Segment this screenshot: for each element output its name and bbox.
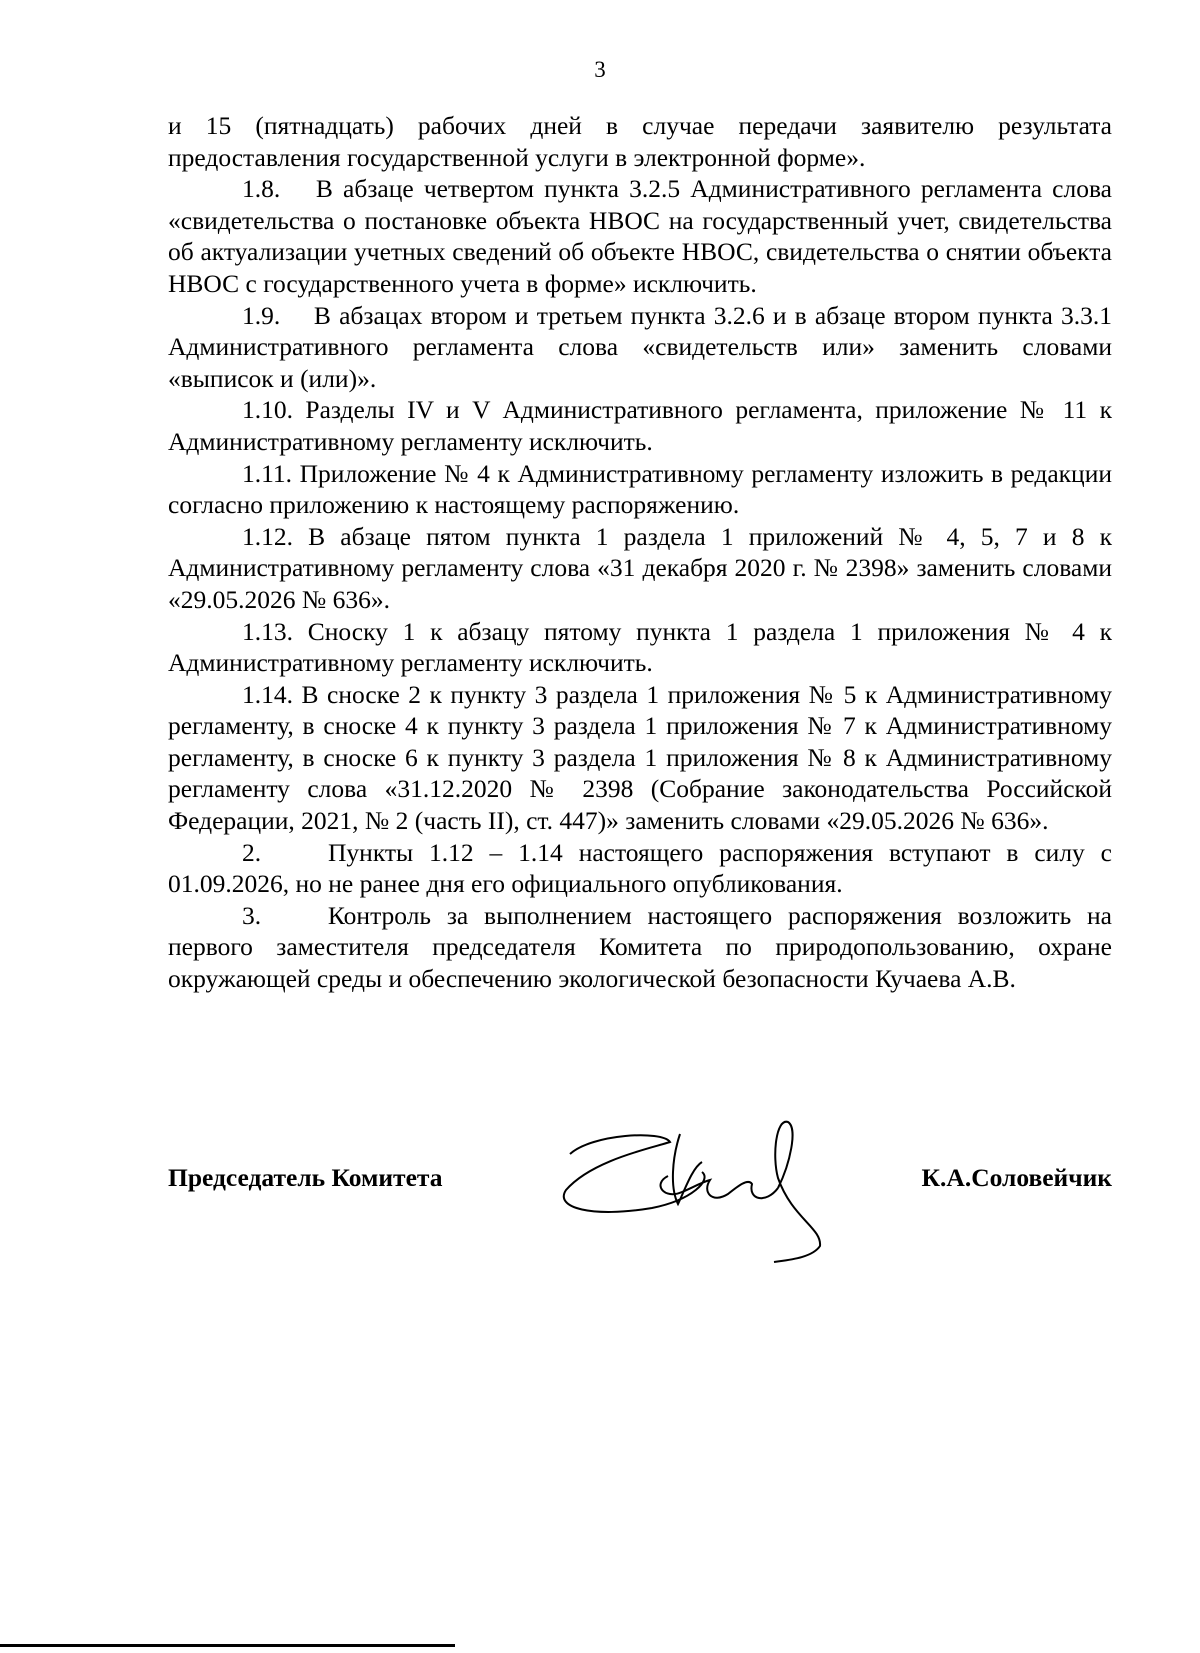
- paragraph: 2. Пункты 1.12 – 1.14 настоящего распоряжения вступают в силу с 01.09.2026, но не ранее дня его официального опубликования.: [168, 837, 1112, 899]
- paragraph: 1.11. Приложение № 4 к Административному регламенту изложить в редакции согласно приложению к настоящему распоряжению.: [168, 458, 1112, 520]
- signatory-title: Председатель Комитета: [168, 1163, 443, 1192]
- paragraph: 3. Контроль за выполнением настоящего распоряжения возложить на первого заместителя председателя Комитета по природопользованию, охране окружающей среды и обеспечению экологической безопасности Кучаева А.В.: [168, 900, 1112, 994]
- paragraph: 1.9. В абзацах втором и третьем пункта 3.2.6 и в абзаце втором пункта 3.3.1 Административного регламента слова «свидетельств или» заменить словами «выписок и (или)».: [168, 300, 1112, 393]
- page-number: 3: [594, 57, 606, 82]
- paragraph: 1.14. В сноске 2 к пункту 3 раздела 1 приложения № 5 к Административному регламенту, в сноске 4 к пункту 3 раздела 1 приложения № 7 к Административному регламенту, в сноске 6 к пункту 3 раздела 1 приложения № 8 к Административному регламенту слова «31.12.2020 № 2398 (Собрание законодательства Российской Федерации, 2021, № 2 (часть II), ст. 447)» заменить словами «29.05.2026 № 636».: [168, 679, 1112, 836]
- paragraph: 1.8. В абзаце четвертом пункта 3.2.5 Административного регламента слова «свидетельства о постановке объекта НВОС на государственный учет, свидетельства об актуализации учетных сведений об объекте НВОС, свидетельства о снятии объекта НВОС с государственного учета в форме» исключить.: [168, 174, 1112, 298]
- paragraph: и 15 (пятнадцать) рабочих дней в случае передачи заявителю результата предоставления государственной услуги в электронной форме».: [168, 111, 1112, 172]
- signature-row: [168, 1162, 1112, 1202]
- footer-rule: [0, 1644, 455, 1647]
- signatory-name: К.А.Соловейчик: [921, 1163, 1112, 1192]
- document-body: [168, 110, 1112, 995]
- paragraph: 1.13. Сноску 1 к абзацу пятому пункта 1 раздела 1 приложения № 4 к Административному регламенту исключить.: [168, 616, 1112, 678]
- paragraph: 1.12. В абзаце пятом пункта 1 раздела 1 приложений № 4, 5, 7 и 8 к Административному регламенту слова «31 декабря 2020 г. № 2398» заменить словами «29.05.2026 № 636».: [168, 521, 1112, 614]
- paragraph: 1.10. Разделы IV и V Административного регламента, приложение № 11 к Административному регламенту исключить.: [168, 395, 1112, 456]
